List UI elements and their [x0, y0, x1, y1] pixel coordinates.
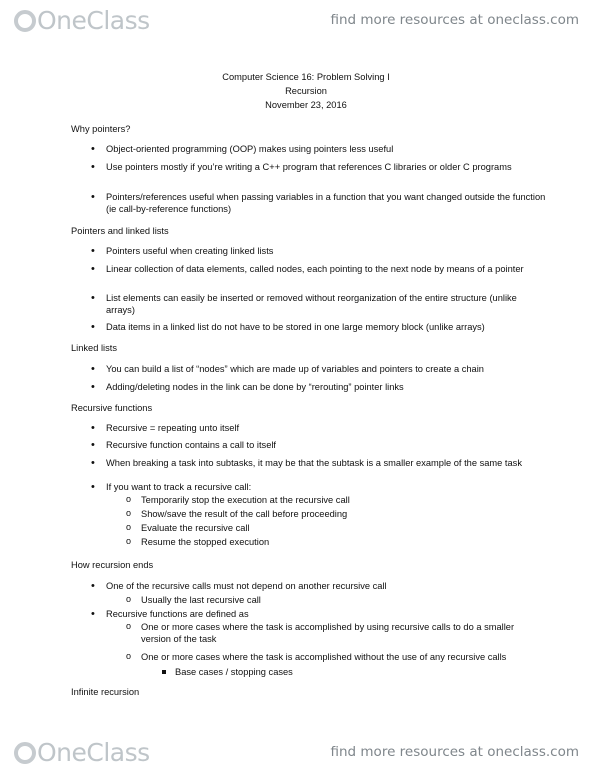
- section-heading: How recursion ends: [71, 560, 154, 570]
- section-heading: Linked lists: [71, 343, 117, 353]
- lecture-date: November 23, 2016: [265, 100, 347, 110]
- oneclass-wordmark: OneClass: [37, 738, 150, 767]
- oneclass-logo-footer: [14, 738, 150, 767]
- list-item: • Linear collection of data elements, called nodes, each pointing to the next node by means of a pointer: [106, 263, 546, 275]
- section-heading: Infinite recursion: [71, 687, 140, 697]
- sub-list-item: o Resume the stopped execution: [141, 536, 541, 548]
- list-item: • Recursive = repeating unto itself: [106, 422, 546, 434]
- list-item: • Use pointers mostly if you’re writing a C++ program that references C libraries or older C programs: [106, 161, 546, 173]
- oneclass-wordmark: OneClass: [37, 6, 150, 35]
- sub-list-item: o One or more cases where the task is accomplished by using recursive calls to do a smaller version of the task: [141, 621, 541, 645]
- section-heading: Recursive functions: [71, 403, 153, 413]
- oneclass-link-footer[interactable]: find more resources at oneclass.com: [330, 744, 579, 760]
- list-item: • One of the recursive calls must not depend on another recursive call: [106, 580, 546, 592]
- sub-list-item: o Temporarily stop the execution at the recursive call: [141, 494, 541, 506]
- section-heading: Why pointers?: [71, 124, 131, 134]
- section-heading: Pointers and linked lists: [71, 226, 169, 236]
- list-item: • Recursive functions are defined as: [106, 608, 546, 620]
- list-item: • Adding/deleting nodes in the link can be done by “rerouting” pointer links: [106, 381, 546, 393]
- list-item: • You can build a list of “nodes” which are made up of variables and pointers to create a chain: [106, 363, 546, 375]
- list-item: • Pointers/references useful when passing variables in a function that you want changed outside the function (ie call-by-reference functions): [106, 191, 546, 215]
- sub-sub-list-item: Base cases / stopping cases: [175, 666, 535, 678]
- course-title: Computer Science 16: Problem Solving I: [222, 72, 390, 82]
- oneclass-o-icon: [14, 742, 36, 764]
- list-item: • Data items in a linked list do not have to be stored in one large memory block (unlike arrays): [106, 321, 546, 333]
- lecture-topic: Recursion: [285, 86, 327, 96]
- oneclass-logo: [14, 6, 150, 35]
- sub-list-item: o Evaluate the recursive call: [141, 522, 541, 534]
- list-item: • List elements can easily be inserted or removed without reorganization of the entire structure (unlike arrays): [106, 292, 546, 316]
- list-item: • Object-oriented programming (OOP) makes using pointers less useful: [106, 143, 546, 155]
- sub-list-item: o One or more cases where the task is accomplished without the use of any recursive calls: [141, 651, 541, 663]
- list-item: • When breaking a task into subtasks, it may be that the subtask is a smaller example of the same task: [106, 457, 546, 469]
- list-item: • Recursive function contains a call to itself: [106, 439, 546, 451]
- sub-list-item: o Usually the last recursive call: [141, 594, 541, 606]
- sub-list-item: o Show/save the result of the call before proceeding: [141, 508, 541, 520]
- oneclass-link[interactable]: find more resources at oneclass.com: [330, 12, 579, 28]
- list-item: • If you want to track a recursive call:: [106, 481, 546, 493]
- oneclass-o-icon: [14, 10, 36, 32]
- list-item: • Pointers useful when creating linked lists: [106, 245, 546, 257]
